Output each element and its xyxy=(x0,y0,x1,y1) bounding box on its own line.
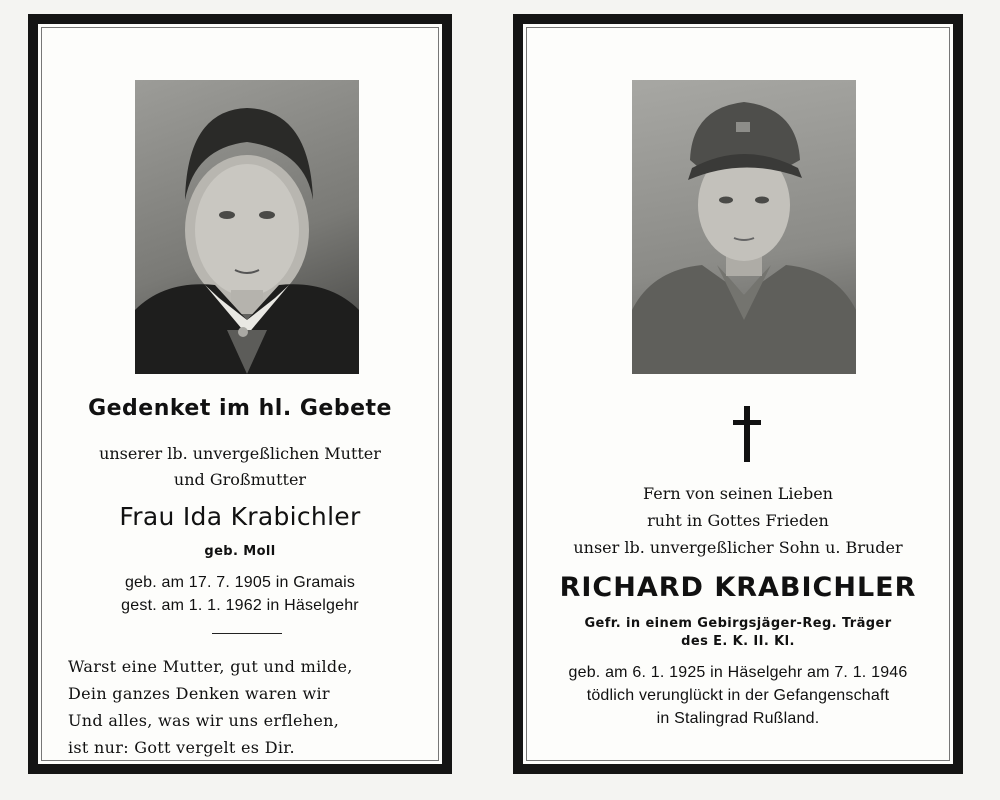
portrait-woman-image xyxy=(135,80,359,374)
portrait-woman-photo xyxy=(135,80,359,374)
verse-line-1: Warst eine Mutter, gut und milde, xyxy=(68,657,353,676)
intro-line-2: ruht in Gottes Frieden xyxy=(647,511,829,530)
cross-icon xyxy=(731,406,763,462)
maiden-name: geb. Moll xyxy=(204,544,276,559)
deceased-name: RICHARD KRABICHLER xyxy=(559,572,917,603)
verse-line-3: Und alles, was wir uns erflehen, xyxy=(68,711,340,730)
intro-line-2: und Großmutter xyxy=(173,470,307,489)
prayer-heading: Gedenket im hl. Gebete xyxy=(88,396,392,421)
rank-line-1: Gefr. in einem Gebirgsjäger-Reg. Träger xyxy=(584,616,892,631)
intro-line-1: Fern von seinen Lieben xyxy=(643,484,833,503)
verse-line-2: Dein ganzes Denken waren wir xyxy=(68,684,330,703)
intro-line-1: unserer lb. unvergeßlichen Mutter xyxy=(99,444,381,463)
deceased-name: Frau Ida Krabichler xyxy=(119,502,361,531)
divider-rule xyxy=(212,633,282,634)
detail-line-2: tödlich verunglückt in der Gefangenschaft xyxy=(586,687,890,704)
detail-line-1: geb. am 6. 1. 1925 in Häselgehr am 7. 1. 1946 xyxy=(568,664,908,681)
portrait-soldier-photo xyxy=(632,80,856,374)
death-date: gest. am 1. 1. 1962 in Häselgehr xyxy=(121,597,359,614)
memorial-card-son xyxy=(513,14,963,774)
intro-line-3: unser lb. unvergeßlicher Sohn u. Bruder xyxy=(573,538,903,557)
rank-line-2: des E. K. II. Kl. xyxy=(681,634,795,649)
birth-date: geb. am 17. 7. 1905 in Gramais xyxy=(124,574,356,591)
portrait-soldier-image xyxy=(632,80,856,374)
verse-line-4: ist nur: Gott vergelt es Dir. xyxy=(68,738,295,757)
memorial-card-mother xyxy=(28,14,452,774)
detail-line-3: in Stalingrad Rußland. xyxy=(656,710,820,727)
